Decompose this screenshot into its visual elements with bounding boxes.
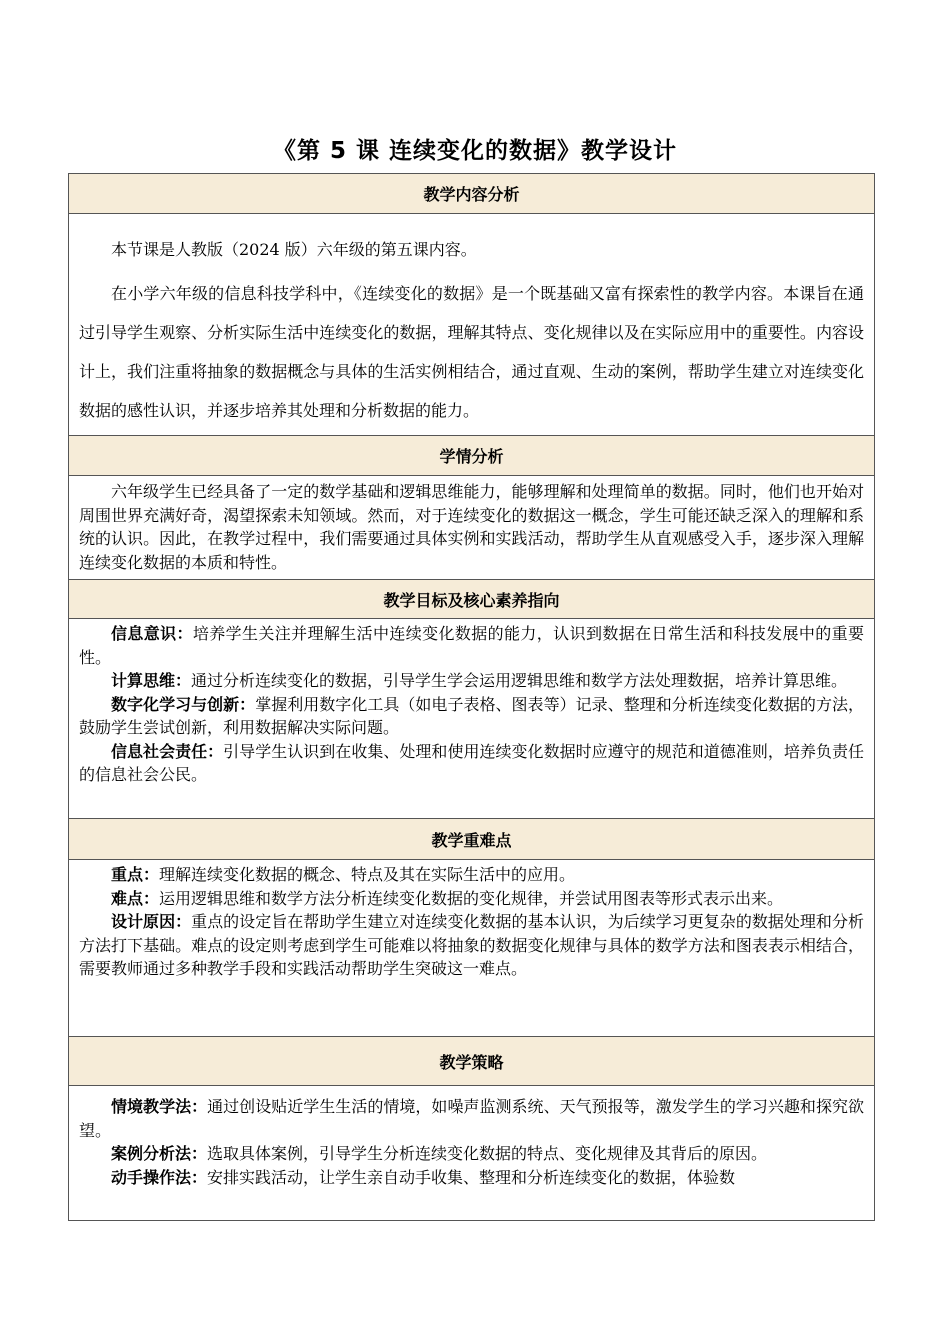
- strategy-text: 选取具体案例，引导学生分析连续变化数据的特点、变化规律及其背后的原因。: [207, 1144, 768, 1163]
- key-point-item: [79, 863, 864, 887]
- section-body-learner-analysis: [69, 476, 874, 580]
- objective-item: [79, 669, 864, 693]
- objective-text: 引导学生认识到在收集、处理和使用连续变化数据时应遵守的规范和道德准则，培养负责任的信息社会公民。: [79, 741, 864, 784]
- section-heading-key-points: 教学重难点: [69, 819, 874, 860]
- key-point-text: 重点的设定旨在帮助学生建立对连续变化数据的基本认识，为后续学习更复杂的数据处理和分析方法打下基础。难点的设定则考虑到学生可能难以将抽象的数据变化规律与具体的数学方法和图表表示相结合，需要教师通过多种教学手段和实践活动帮助学生突破这一难点。: [79, 912, 864, 978]
- learner-analysis-paragraph: 六年级学生已经具备了一定的数学基础和逻辑思维能力，能够理解和处理简单的数据。同时，他们也开始对周围世界充满好奇，渴望探索未知领域。然而，对于连续变化的数据这一概念，学生可能还缺乏深入的理解和系统的认识。因此，在教学过程中，我们需要通过具体实例和实践活动，帮助学生从直观感受入手，逐步深入理解连续变化数据的本质和特性。: [79, 482, 864, 572]
- objective-text: 培养学生关注并理解生活中连续变化数据的能力，认识到数据在日常生活和科技发展中的重要性。: [79, 624, 864, 667]
- key-point-label: 重点：: [111, 865, 160, 884]
- strategy-item: [79, 1142, 864, 1166]
- content-analysis-paragraph: 在小学六年级的信息科技学科中，《连续变化的数据》是一个既基础又富有探索性的教学内容。本课旨在通过引导学生观察、分析实际生活中连续变化的数据，理解其特点、变化规律以及在实际应用中的重要性。内容设计上，我们注重将抽象的数据概念与具体的生活实例相结合，通过直观、生动的案例，帮助学生建立对连续变化数据的感性认识，并逐步培养其处理和分析数据的能力。: [79, 284, 864, 420]
- objective-label: 信息社会责任：: [111, 741, 224, 761]
- key-point-item: [79, 910, 864, 981]
- key-point-text: 运用逻辑思维和数学方法分析连续变化数据的变化规律，并尝试用图表等形式表示出来。: [159, 888, 784, 908]
- objective-item: [79, 740, 864, 787]
- lesson-design-table: [68, 173, 875, 1221]
- section-heading-objectives: 教学目标及核心素养指向: [69, 580, 874, 619]
- strategy-label: 动手操作法：: [111, 1167, 208, 1187]
- objective-label: 信息意识：: [111, 624, 193, 643]
- content-analysis-paragraph: 本节课是人教版（2024 版）六年级的第五课内容。: [111, 240, 477, 259]
- strategy-label: 情境教学法：: [111, 1097, 208, 1116]
- objective-label: 计算思维：: [111, 671, 192, 690]
- section-heading-strategies: 教学策略: [69, 1037, 874, 1086]
- objective-item: [79, 693, 864, 740]
- strategy-item: [79, 1095, 864, 1142]
- key-point-label: 设计原因：: [111, 912, 192, 931]
- section-body-objectives: [69, 619, 874, 819]
- section-heading-content-analysis: 教学内容分析: [69, 174, 874, 214]
- key-point-item: [79, 887, 864, 911]
- page-title: 《第 5 课 连续变化的数据》教学设计: [272, 138, 678, 164]
- strategy-text: 安排实践活动，让学生亲自动手收集、整理和分析连续变化的数据，体验数: [207, 1167, 736, 1187]
- strategy-label: 案例分析法：: [111, 1144, 208, 1163]
- objective-text: 通过分析连续变化的数据，引导学生学会运用逻辑思维和数学方法处理数据，培养计算思维。: [191, 671, 848, 690]
- key-point-text: 理解连续变化数据的概念、特点及其在实际生活中的应用。: [159, 865, 576, 884]
- section-body-key-points: [69, 860, 874, 1037]
- objective-text: 掌握利用数字化工具（如电子表格、图表等）记录、整理和分析连续变化数据的方法，鼓励学生尝试创新，利用数据解决实际问题。: [79, 694, 864, 737]
- section-body-content-analysis: [69, 214, 874, 436]
- key-point-label: 难点：: [111, 888, 160, 908]
- objective-label: 数字化学习与创新：: [111, 694, 256, 714]
- strategy-item: [79, 1166, 864, 1190]
- strategy-text: 通过创设贴近学生生活的情境，如噪声监测系统、天气预报等，激发学生的学习兴趣和探究欲望。: [79, 1097, 864, 1140]
- section-heading-learner-analysis: 学情分析: [69, 436, 874, 476]
- section-body-strategies: [69, 1086, 874, 1220]
- objective-item: [79, 622, 864, 669]
